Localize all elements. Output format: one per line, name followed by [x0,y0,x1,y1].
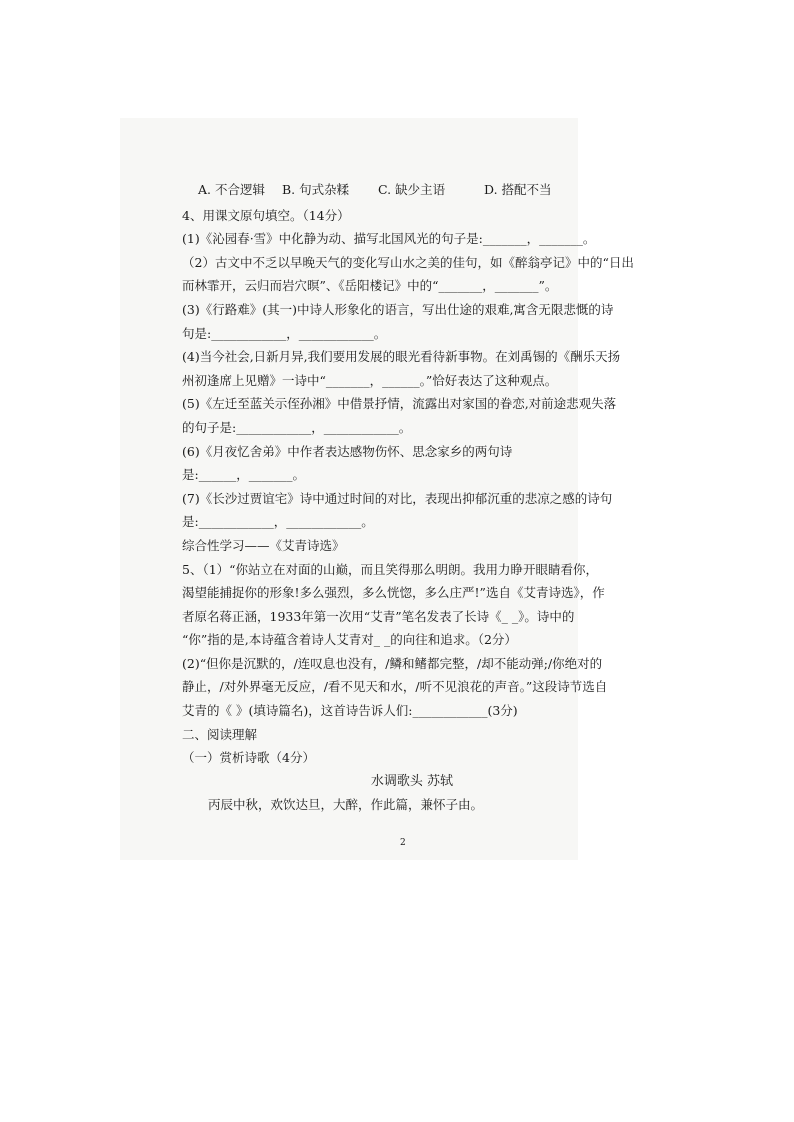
poem-preface: 丙辰中秋，欢饮达旦，大醉，作此篇，兼怀子由。 [208,797,484,813]
q5-2-line-3: 艾青的《 》(填诗篇名)，这首诗告诉人们:____________(3分) [182,703,518,719]
q4-item-6-line-1: (6)《月夜忆舍弟》中作者表达感物伤怀、思念家乡的两句诗 [182,443,513,459]
option-d: D. 搭配不当 [484,182,552,197]
q4-item-7-line-1: (7)《长沙过贾谊宅》诗中通过时间的对比，表现出抑郁沉重的悲凉之感的诗句 [182,490,613,506]
q4-item-5-line-1: (5)《左迁至蓝关示侄孙湘》中借景抒情，流露出对家国的眷恋,对前途悲观失落 [182,396,617,412]
q5-2-line-1: (2)“但你是沉默的，/连叹息也没有，/鳞和鳍都完整，/却不能动弹;/你绝对的 [182,655,603,671]
q5-1-line-2: 渴望能捕捉你的形象!多么强烈，多么恍惚，多么庄严!”选自《艾青诗选》，作 [182,585,605,601]
q4-heading: 4、用课文原句填空。（14分） [182,207,350,223]
q5-2-line-2: 静止，/对外界毫无反应，/看不见天和水，/听不见浪花的声音。”这段诗节选自 [182,679,608,695]
q4-item-2-line-2: 而林霏开，云归而岩穴暝”、《岳阳楼记》中的“_______，_______”。 [182,278,558,294]
q5-1-line-4: “你”指的是,本诗蕴含着诗人艾青对_ _的向往和追求。（2分） [182,632,517,648]
exam-page [182,178,642,817]
q5-1-line-1: 5、（1）“你站立在对面的山巅，而且笑得那么明朗。我用力睁开眼睛看你， [182,561,599,577]
q5-1-line-3: 者原名蒋正涵，1933年第一次用“艾青”笔名发表了长诗《_ _》。诗中的 [182,608,575,624]
q4-item-3-line-2: 句是:____________，____________。 [182,325,387,341]
option-a: A. 不合逻辑 [198,182,265,197]
reading-heading: 二、阅读理解 [182,726,258,742]
q4-item-6-line-2: 是:______，_______。 [182,467,305,483]
q4-item-2-line-1: （2）古文中不乏以早晚天气的变化写山水之美的佳句，如《醉翁亭记》中的“日出 [182,254,634,270]
q4-item-1: (1)《沁园春·雪》中化静为动、描写北国风光的句子是:_______，_______。 [182,231,596,247]
option-b: B. 句式杂糅 [282,182,350,197]
reading-subheading: （一）赏析诗歌（4分） [182,750,315,766]
answer-options [182,178,642,202]
q4-item-3-line-1: (3)《行路难》(其一)中诗人形象化的语言，写出仕途的艰难,寓含无限悲慨的诗 [182,301,614,317]
poem-title: 水调歌头 苏轼 [370,773,454,789]
q4-item-5-line-2: 的句子是:____________，____________。 [182,419,412,435]
q4-item-4-line-1: (4)当今社会,日新月异,我们要用发展的眼光看待新事物。在刘禹锡的《酬乐天扬 [182,349,621,365]
option-c: C. 缺少主语 [378,182,446,197]
comprehensive-heading: 综合性学习——《艾青诗选》 [182,537,345,553]
q4-item-7-line-2: 是:____________，____________。 [182,514,374,530]
q4-item-4-line-2: 州初逢席上见赠》一诗中“_______，______。”恰好表达了这种观点。 [182,372,558,388]
page-number: 2 [400,838,406,848]
